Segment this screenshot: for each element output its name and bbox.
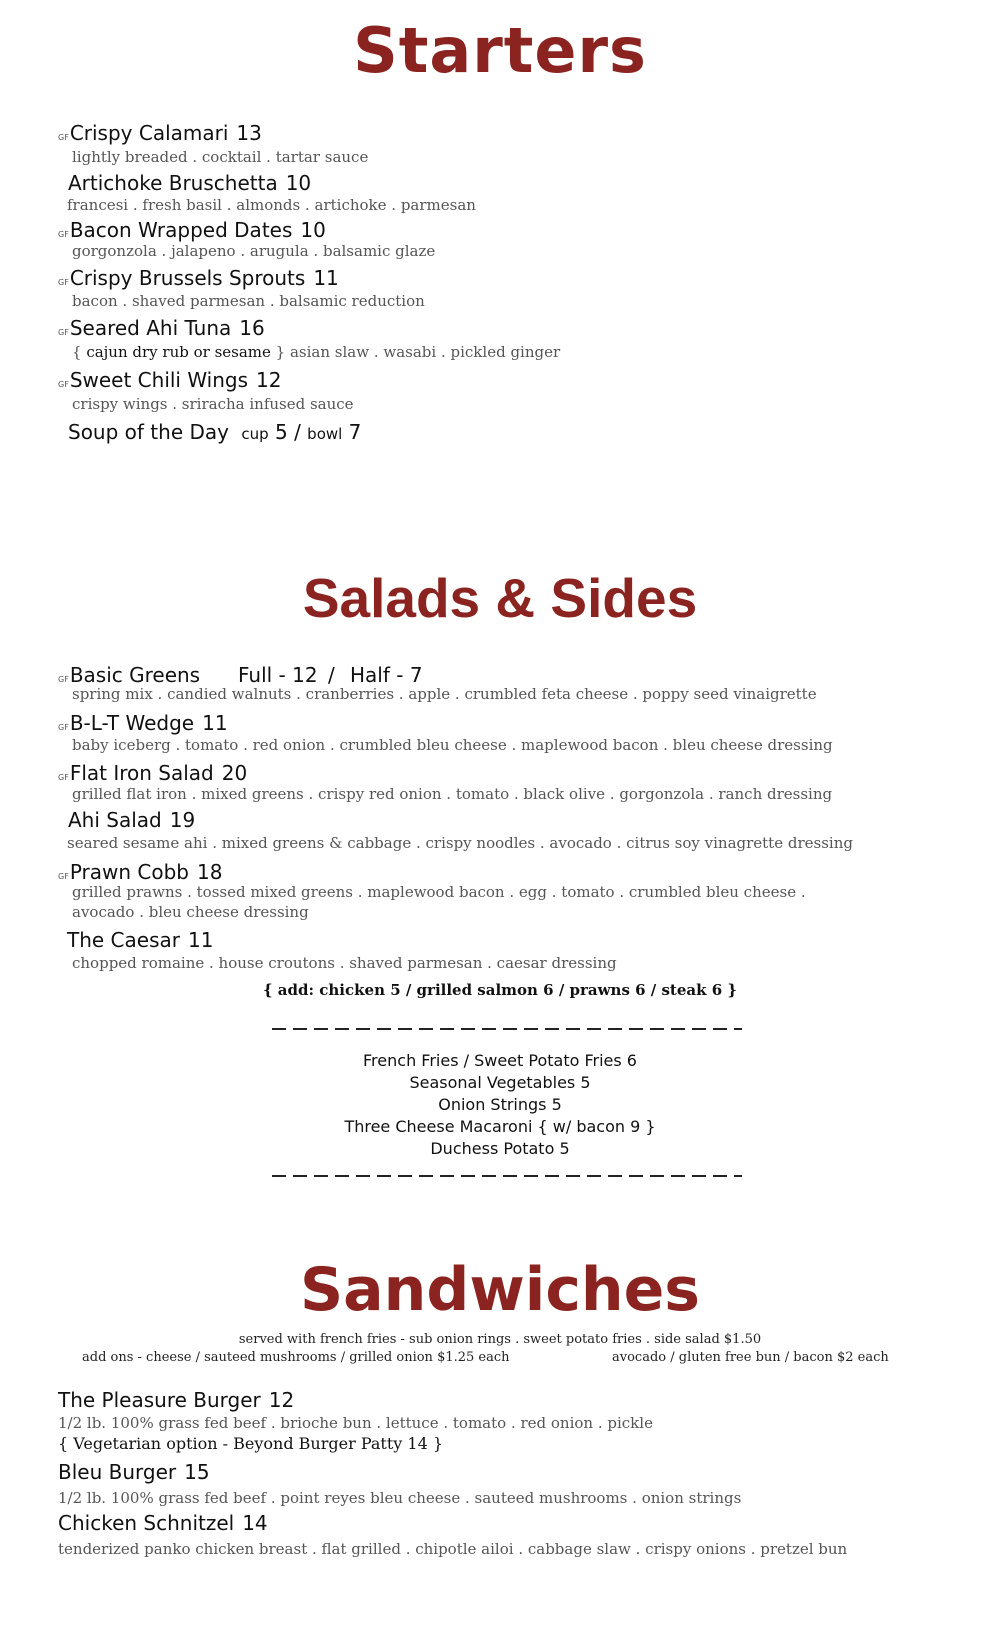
sandwich-chicken-schnitzel bbox=[58, 1511, 268, 1535]
salad-the-caesar bbox=[67, 928, 213, 952]
sandwich-sides-note: served with french fries - sub onion rings . sweet potato fries . side salad $1.50 bbox=[238, 1332, 762, 1347]
item-name: B-L-T Wedge bbox=[69, 711, 195, 735]
gluten-free-mark: GF bbox=[58, 133, 69, 142]
item-description: grilled flat iron . mixed greens . crispy red onion . tomato . black olive . gorgonzola . ranch dressing bbox=[72, 785, 833, 803]
item-price: 10 bbox=[285, 171, 312, 195]
item-description: { cajun dry rub or sesame } asian slaw . wasabi . pickled ginger bbox=[72, 343, 561, 361]
item-price: 15 bbox=[184, 1460, 210, 1484]
gluten-free-mark: GF bbox=[58, 773, 69, 782]
gluten-free-mark: GF bbox=[58, 723, 69, 732]
item-name: Seared Ahi Tuna bbox=[69, 316, 232, 340]
item-name: The Pleasure Burger bbox=[58, 1388, 261, 1412]
item-name: Basic Greens bbox=[69, 663, 201, 687]
item-name: Prawn Cobb bbox=[69, 860, 189, 884]
add-ons-note: add ons - cheese / sauteed mushrooms / grilled onion $1.25 each bbox=[82, 1350, 510, 1365]
starter-crispy-brussels-sprouts bbox=[58, 266, 339, 295]
item-name: Sweet Chili Wings bbox=[69, 368, 249, 392]
item-description: 1/2 lb. 100% grass fed beef . brioche bun . lettuce . tomato . red onion . pickle bbox=[58, 1414, 653, 1432]
divider bbox=[272, 1175, 742, 1177]
item-description: seared sesame ahi . mixed greens & cabbage . crispy noodles . avocado . citrus soy vinagrette dressing bbox=[67, 834, 853, 852]
item-price: 14 bbox=[242, 1511, 268, 1535]
add-protein-line: { add: chicken 5 / grilled salmon 6 / prawns 6 / steak 6 } bbox=[262, 981, 738, 999]
vegetarian-option: { Vegetarian option - Beyond Burger Patty 14 } bbox=[58, 1434, 444, 1453]
item-description: lightly breaded . cocktail . tartar sauce bbox=[72, 148, 369, 166]
separator: / bbox=[294, 420, 301, 444]
item-name: Soup of the Day bbox=[68, 420, 229, 444]
item-description: grilled prawns . tossed mixed greens . maplewood bacon . egg . tomato . crumbled bleu cheese . bbox=[72, 883, 806, 901]
item-price: 20 bbox=[221, 761, 248, 785]
gluten-free-mark: GF bbox=[58, 380, 69, 389]
item-price: 12 bbox=[268, 1388, 295, 1412]
item-description: tenderized panko chicken breast . flat grilled . chipotle ailoi . cabbage slaw . crispy onions . pretzel bun bbox=[58, 1540, 848, 1558]
add-ons-note-2: avocado / gluten free bun / bacon $2 each bbox=[612, 1350, 889, 1365]
starters-title: Starters bbox=[353, 14, 647, 87]
item-description: crispy wings . sriracha infused sauce bbox=[72, 395, 354, 413]
item-price: 18 bbox=[196, 860, 223, 884]
cup-price: 5 bbox=[274, 420, 288, 444]
side-onion-strings: Onion Strings 5 bbox=[438, 1095, 562, 1114]
item-price: 11 bbox=[187, 928, 214, 952]
item-name: Bleu Burger bbox=[58, 1460, 177, 1484]
salad-ahi bbox=[68, 808, 195, 832]
item-price: 16 bbox=[239, 316, 265, 340]
item-price: 12 bbox=[256, 368, 282, 392]
gluten-free-mark: GF bbox=[58, 675, 69, 684]
item-description: baby iceberg . tomato . red onion . crumbled bleu cheese . maplewood bacon . bleu cheese dressing bbox=[72, 736, 833, 754]
item-description: francesi . fresh basil . almonds . artichoke . parmesan bbox=[67, 196, 476, 214]
item-description: chopped romaine . house croutons . shaved parmesan . caesar dressing bbox=[72, 954, 617, 972]
bowl-price: 7 bbox=[348, 420, 362, 444]
half-price: Half - 7 bbox=[350, 663, 423, 687]
starter-seared-ahi-tuna bbox=[58, 316, 265, 345]
gluten-free-mark: GF bbox=[58, 278, 69, 287]
starter-soup-of-the-day bbox=[68, 420, 361, 446]
item-price: 13 bbox=[236, 121, 262, 145]
item-name: Crispy Brussels Sprouts bbox=[69, 266, 306, 290]
item-name: Chicken Schnitzel bbox=[58, 1511, 235, 1535]
item-description: 1/2 lb. 100% grass fed beef . point reyes bleu cheese . sauteed mushrooms . onion strings bbox=[58, 1489, 742, 1507]
item-price: 11 bbox=[313, 266, 339, 290]
sandwiches-title: Sandwiches bbox=[299, 1255, 701, 1325]
starter-sweet-chili-wings bbox=[58, 368, 281, 397]
item-price: 19 bbox=[169, 808, 196, 832]
item-description: bacon . shaved parmesan . balsamic reduction bbox=[72, 292, 425, 310]
side-seasonal-vegetables: Seasonal Vegetables 5 bbox=[409, 1073, 591, 1092]
item-name: Artichoke Bruschetta bbox=[68, 171, 278, 195]
item-name: Bacon Wrapped Dates bbox=[69, 218, 293, 242]
item-description: gorgonzola . jalapeno . arugula . balsamic glaze bbox=[72, 242, 436, 260]
divider bbox=[272, 1028, 742, 1030]
full-price: Full - 12 bbox=[238, 663, 318, 687]
gluten-free-mark: GF bbox=[58, 328, 69, 337]
salads-title: Salads & Sides bbox=[302, 567, 698, 629]
sandwich-bleu-burger bbox=[58, 1460, 210, 1484]
side-three-cheese-macaroni: Three Cheese Macaroni { w/ bacon 9 } bbox=[344, 1117, 656, 1136]
sandwich-pleasure-burger bbox=[58, 1388, 294, 1412]
gluten-free-mark: GF bbox=[58, 872, 69, 881]
separator: / bbox=[328, 663, 335, 687]
item-description-cont: avocado . bleu cheese dressing bbox=[72, 903, 309, 921]
starter-artichoke-bruschetta bbox=[68, 171, 311, 195]
starter-crispy-calamari bbox=[58, 121, 262, 150]
item-name: The Caesar bbox=[67, 928, 180, 952]
gluten-free-mark: GF bbox=[58, 230, 69, 239]
item-price: 11 bbox=[202, 711, 228, 735]
item-name: Crispy Calamari bbox=[69, 121, 229, 145]
item-name: Ahi Salad bbox=[68, 808, 162, 832]
item-price: 10 bbox=[300, 218, 326, 242]
item-description: spring mix . candied walnuts . cranberries . apple . crumbled feta cheese . poppy seed vinaigrette bbox=[72, 685, 817, 703]
side-fries: French Fries / Sweet Potato Fries 6 bbox=[363, 1051, 637, 1070]
bowl-label: bowl bbox=[307, 425, 343, 443]
item-name: Flat Iron Salad bbox=[69, 761, 214, 785]
side-duchess-potato: Duchess Potato 5 bbox=[430, 1139, 570, 1158]
cup-label: cup bbox=[241, 425, 269, 443]
